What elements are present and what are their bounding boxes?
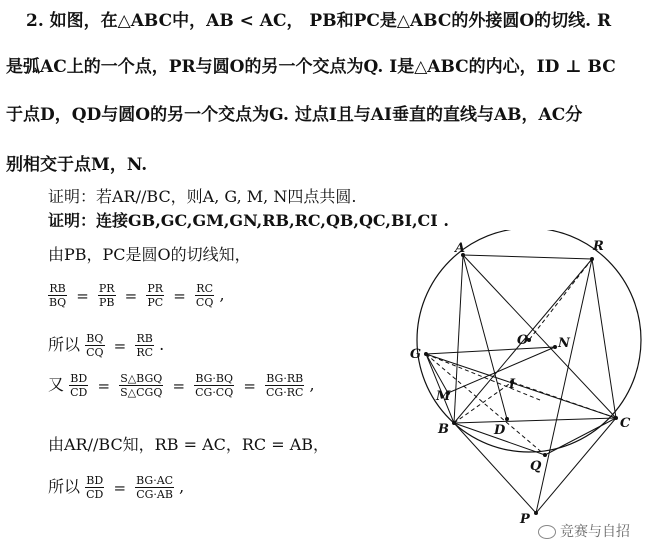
fraction [194, 372, 234, 399]
label-P: P [520, 512, 530, 527]
equation-3: 又 $\frac{BD}{CD}$ = $\frac{\text{S△BGQ}}{\text{S△CGQ}}$ = $\frac{BG\cdot BQ}{CG\cdot CQ}$ = $\frac{BG\cdot RB}{CG\cdot RC}$ , [48, 372, 315, 400]
numerator: BQ [86, 332, 104, 345]
proof-line [48, 208, 449, 231]
label-M: M [436, 389, 451, 404]
equation-prefix: 所以 [48, 335, 81, 355]
denominator: PC [147, 296, 164, 310]
label-R: R [593, 239, 604, 254]
geometry-figure [400, 230, 670, 550]
fraction [195, 282, 214, 309]
label-O: O [517, 333, 529, 348]
proof-connect-text: 连接GB,GC,GM,GN,RB,RC,QB,QC,BI,CI . [96, 211, 449, 230]
punctuation: , [219, 285, 225, 305]
numerator: RC [196, 282, 213, 295]
fraction [69, 372, 88, 399]
problem-line-2: 是弧AC上的一个点，PR与圆O的另一个交点为Q. I是△ABC的内心，ID ⊥ BC [6, 57, 616, 77]
numerator: BG·RB [266, 372, 304, 385]
numerator: PR [98, 282, 115, 295]
numerator: S△BGQ [120, 372, 163, 385]
problem-line-3: 于点D，QD与圆O的另一个交点为G. 过点I且与AI垂直的直线与AB，AC分 [6, 105, 583, 125]
fraction [135, 332, 154, 359]
denominator: CD [70, 386, 88, 400]
numerator: BG·AC [136, 474, 174, 487]
fraction [98, 282, 116, 309]
fraction [85, 474, 104, 501]
denominator: CG·AB [136, 488, 173, 502]
numerator: RB [49, 282, 66, 295]
denominator: CD [86, 488, 104, 502]
denominator: PB [98, 296, 115, 310]
punctuation: , [309, 375, 315, 395]
solid-lines [426, 255, 616, 513]
equation-prefix: 又 [48, 375, 65, 395]
numerator: BD [86, 474, 104, 487]
punctuation: , [179, 477, 185, 497]
denominator: CG·CQ [195, 386, 234, 400]
dashed-lines [426, 259, 616, 455]
fraction [119, 372, 163, 399]
fraction [146, 282, 164, 309]
label-Q: Q [530, 459, 542, 474]
watermark-text: 竞赛与自招 [560, 524, 630, 540]
fraction [135, 474, 174, 501]
fraction [48, 282, 67, 309]
fraction [265, 372, 304, 399]
label-G: G [410, 347, 422, 362]
numerator: PR [147, 282, 164, 295]
label-B: B [438, 422, 449, 437]
wechat-icon [538, 525, 556, 539]
claim-text: 证明：若AR//BC，则A, G, M, N四点共圆. [48, 187, 357, 206]
denominator: CG·RC [266, 386, 304, 400]
equation-1: $\frac{RB}{BQ}$ = $\frac{PR}{PB}$ = $\frac{PR}{PC}$ = $\frac{RC}{CQ}$ , [49, 282, 225, 310]
problem-line-4: 别相交于点M，N. [6, 155, 148, 175]
label-D: D [494, 423, 506, 438]
points [424, 253, 618, 515]
numerator: BD [70, 372, 88, 385]
equation-2: 所以 $\frac{BQ}{CQ}$ = $\frac{RB}{RC}$ . [48, 332, 165, 360]
denominator: BQ [49, 296, 67, 310]
denominator: CQ [195, 296, 214, 310]
proof-label: 证明： [48, 211, 97, 230]
fraction [85, 332, 104, 359]
equation-5: 所以 $\frac{BD}{CD}$ = $\frac{BG\cdot AC}{CG\cdot AB}$ , [48, 474, 185, 502]
label-I: I [509, 377, 516, 392]
watermark [538, 521, 630, 541]
equation-4: 由AR//BC知，RB = AC，RC = AB， [48, 435, 330, 454]
problem-line-1: 2. 如图，在△ABC中，AB < AC， PB和PC是△ABC的外接圆O的切线. R [26, 11, 612, 31]
label-N: N [558, 336, 570, 351]
denominator: CQ [86, 346, 104, 360]
denominator: RC [136, 346, 154, 360]
label-A: A [455, 241, 466, 256]
numerator: BG·BQ [195, 372, 234, 385]
denominator: S△CGQ [120, 386, 163, 400]
punctuation: . [159, 335, 165, 355]
numerator: RB [136, 332, 153, 345]
equation-prefix: 所以 [48, 477, 81, 497]
label-C: C [620, 416, 631, 431]
tangent-statement: 由PB，PC是圆O的切线知， [48, 245, 251, 264]
